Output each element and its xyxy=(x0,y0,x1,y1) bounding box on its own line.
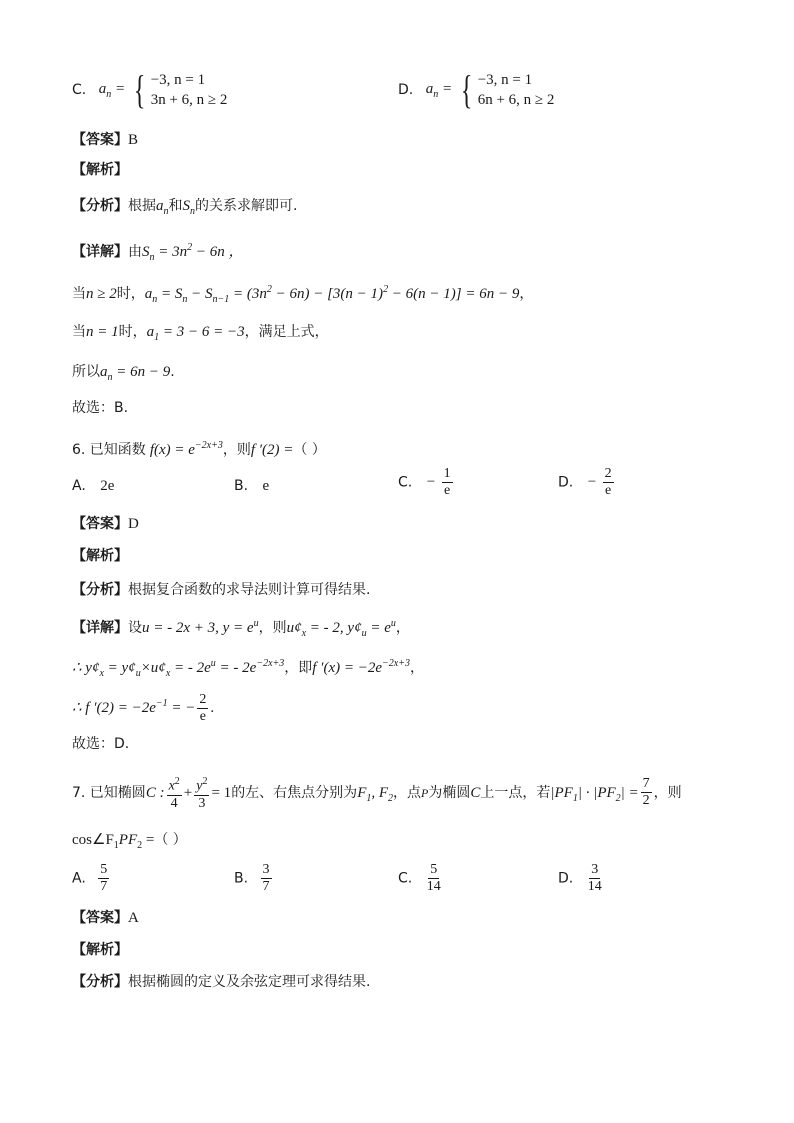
text: 设 xyxy=(128,620,142,636)
sub: n xyxy=(163,206,169,217)
q6-detail-3 xyxy=(72,686,214,726)
text: 时， xyxy=(118,324,147,340)
sub: n xyxy=(107,372,113,383)
q7-option-a[interactable] xyxy=(72,862,111,895)
math: n ≥ 2 xyxy=(86,286,117,302)
math: | · |PF xyxy=(577,784,616,801)
q7-analysis-tag: 【解析】 xyxy=(72,942,128,958)
sub: n−1 xyxy=(212,294,230,305)
sub: 2 xyxy=(137,840,143,851)
sub: x xyxy=(165,668,171,679)
text: （ ） xyxy=(293,442,326,458)
case-2: 3n + 6, n ≥ 2 xyxy=(150,92,228,108)
math: C : xyxy=(145,784,165,801)
text: 的关系求解即可. xyxy=(195,198,298,214)
sub: n xyxy=(433,88,439,100)
text: 上一点，若 xyxy=(480,784,551,801)
q5-detail-3 xyxy=(72,322,329,348)
math: |PF xyxy=(550,784,573,801)
math: f(x) = e xyxy=(149,442,195,458)
math: u = - 2x + 3, y = e xyxy=(142,620,254,636)
fraction xyxy=(197,692,208,725)
text: ，则 xyxy=(653,784,682,801)
sub: 2 xyxy=(388,792,394,804)
denominator: 2 xyxy=(642,793,650,809)
q7-option-c[interactable] xyxy=(398,862,445,895)
option-label: D. xyxy=(558,870,574,887)
q5-analysis-tag: 【解析】 xyxy=(72,162,128,178)
q6-stem xyxy=(72,436,326,460)
math: a xyxy=(100,364,108,380)
text: ， xyxy=(409,660,424,676)
math: = 6n − 9 xyxy=(112,364,171,380)
q5-detail-2 xyxy=(72,280,533,310)
sub: x xyxy=(99,668,104,679)
math: ∴ y¢ xyxy=(72,660,100,676)
q6-detail-2 xyxy=(72,654,424,684)
q6-choice: 故选：D. xyxy=(72,736,130,752)
numerator: y xyxy=(196,778,203,794)
text: 所以 xyxy=(72,364,100,380)
math: − 6n) − [3(n − 1) xyxy=(271,286,384,302)
math: ×u¢ xyxy=(140,660,166,676)
math: PF xyxy=(118,832,138,848)
sub: x xyxy=(301,628,307,639)
case-1: −3, n = 1 xyxy=(150,72,206,88)
text: 为椭圆 xyxy=(428,784,471,801)
option-label: C. xyxy=(72,82,87,98)
sign: − xyxy=(587,474,597,490)
answer-value: D xyxy=(128,516,139,532)
math: = S xyxy=(157,286,183,302)
q7-stem-2 xyxy=(72,830,187,856)
numerator: x xyxy=(168,778,175,794)
sup: −2x+3 xyxy=(194,440,223,451)
math: = - 2e xyxy=(215,660,257,676)
numerator: 5 xyxy=(430,862,438,877)
case-2: 6n + 6, n ≥ 2 xyxy=(477,92,555,108)
text: 当 xyxy=(72,324,86,340)
denominator: 7 xyxy=(100,879,108,894)
option-label: D. xyxy=(558,474,574,491)
option-label: A. xyxy=(72,870,86,887)
denominator: e xyxy=(444,483,451,498)
q6-fenxi xyxy=(72,580,370,600)
fraction xyxy=(425,862,443,895)
numerator: 3 xyxy=(262,862,270,877)
denominator: 4 xyxy=(170,795,178,811)
numerator: 2 xyxy=(199,691,207,707)
q7-answer xyxy=(72,908,139,928)
math: = e xyxy=(366,620,391,636)
text: ，即 xyxy=(284,660,313,676)
q5-option-d[interactable]: D. $a_n$ = { −3, n = 1 6n + 6, n ≥ 2 xyxy=(398,67,555,112)
denominator: 3 xyxy=(198,795,206,811)
option-label: B. xyxy=(234,870,249,887)
text: （ ） xyxy=(154,832,187,848)
sub: 1 xyxy=(113,840,119,851)
math: F xyxy=(357,784,367,801)
math: cos∠F xyxy=(72,832,114,848)
fraction xyxy=(98,862,109,895)
sup: 2 xyxy=(383,284,389,295)
sub: u xyxy=(135,668,141,679)
text: 根据椭圆的定义及余弦定理可求得结果. xyxy=(128,974,371,990)
sub: u xyxy=(361,628,367,639)
math: f ′(2) = xyxy=(250,442,294,458)
math: = xyxy=(142,832,155,848)
sup: 2 xyxy=(202,776,208,787)
q6-option-a[interactable] xyxy=(72,478,114,495)
numerator: 7 xyxy=(642,776,650,792)
option-value: 2e xyxy=(100,478,115,494)
sub: n xyxy=(106,88,112,100)
fenxi-tag: 【分析】 xyxy=(72,974,128,990)
fraction xyxy=(586,862,604,895)
sup: u xyxy=(253,618,259,629)
sup: u xyxy=(210,658,216,669)
math: = 3 − 6 = −3 xyxy=(159,324,245,340)
sup: 2 xyxy=(187,242,193,253)
denominator: e xyxy=(199,708,206,724)
text: ， xyxy=(519,286,534,302)
sub: 1 xyxy=(154,332,160,343)
fenxi-tag: 【分析】 xyxy=(72,198,128,214)
text: ，满足上式， xyxy=(244,324,329,340)
denominator: e xyxy=(605,483,612,498)
sub: n xyxy=(182,294,188,305)
sub: 2 xyxy=(615,792,621,804)
math: , F xyxy=(371,784,389,801)
q5-fenxi: 【分析】根据$a_n$和$S_n$的关系求解即可. xyxy=(72,198,298,217)
math: a xyxy=(146,324,155,340)
answer-tag: 【答案】 xyxy=(72,910,128,926)
option-label: C. xyxy=(398,474,413,491)
text: 由 xyxy=(128,244,142,260)
left-brace-icon: { xyxy=(133,67,145,112)
math: = - 2, y¢ xyxy=(306,620,362,636)
denominator: 14 xyxy=(426,879,441,894)
q6-analysis-tag: 【解析】 xyxy=(72,548,128,564)
q7-stem xyxy=(72,774,682,817)
option-label: B. xyxy=(234,478,249,494)
fraction xyxy=(641,776,652,809)
option-label: D. xyxy=(398,82,414,98)
answer-tag: 【答案】 xyxy=(72,132,128,148)
answer-tag: 【答案】 xyxy=(72,516,128,532)
math: a xyxy=(144,286,153,302)
sub: 1 xyxy=(366,792,372,804)
q7-option-b[interactable] xyxy=(234,862,274,895)
numerator: 5 xyxy=(100,862,108,877)
text: . xyxy=(210,700,215,716)
q5-detail-4 xyxy=(72,362,175,388)
lhs: a xyxy=(98,80,107,97)
fraction xyxy=(442,466,453,499)
fraction xyxy=(194,774,209,812)
q7-fenxi xyxy=(72,972,370,992)
fraction xyxy=(167,774,182,812)
math: f ′(x) = −2e xyxy=(312,660,383,676)
option-label: A. xyxy=(72,478,86,494)
q6-answer xyxy=(72,514,139,534)
math: C xyxy=(470,784,481,801)
q7-option-d[interactable] xyxy=(558,862,606,895)
math: = y¢ xyxy=(103,660,136,676)
sub: n xyxy=(190,206,195,217)
numerator: 1 xyxy=(443,466,451,481)
math: − 6n ， xyxy=(192,244,244,260)
detail-tag: 【详解】 xyxy=(72,244,128,260)
q6-option-b[interactable] xyxy=(234,478,269,495)
q5-answer xyxy=(72,130,138,150)
denominator: 14 xyxy=(587,879,602,894)
math: = − xyxy=(167,700,196,716)
q5-option-c[interactable]: C. $a_n$ = { −3, n = 1 3n + 6, n ≥ 2 xyxy=(72,67,228,112)
sup: −2x+3 xyxy=(382,658,410,669)
sign: − xyxy=(426,474,436,490)
text: 的左、右焦点分别为 xyxy=(231,784,358,801)
sup: 2 xyxy=(174,776,180,787)
math: u¢ xyxy=(286,620,302,636)
numerator: 2 xyxy=(604,466,612,481)
answer-value: A xyxy=(128,910,139,926)
fraction xyxy=(603,466,614,499)
math: = 3n xyxy=(154,244,188,260)
fraction xyxy=(261,862,272,895)
text: . xyxy=(170,364,175,380)
sub: n xyxy=(152,294,158,305)
q5-choice: 故选：B. xyxy=(72,400,129,416)
math: ∴ f ′(2) = −2e xyxy=(72,700,156,716)
q6-option-c[interactable] xyxy=(398,466,455,499)
sup: u xyxy=(390,618,396,629)
math: | = xyxy=(620,784,639,801)
lhs: a xyxy=(425,80,434,97)
sup: −2x+3 xyxy=(256,658,285,669)
text: ， xyxy=(395,620,410,636)
math: P xyxy=(421,785,429,800)
text: ，点 xyxy=(393,784,422,801)
text: 根据复合函数的求导法则计算可得结果. xyxy=(128,582,371,598)
fenxi-tag: 【分析】 xyxy=(72,582,128,598)
math: = 1 xyxy=(211,784,232,801)
q5-detail-1 xyxy=(72,238,244,268)
sub: n xyxy=(149,252,155,263)
text: 6. 已知函数 xyxy=(72,442,146,458)
option-label: C. xyxy=(398,870,413,887)
sup: 2 xyxy=(266,284,272,295)
sup: −1 xyxy=(155,698,168,709)
left-brace-icon: { xyxy=(460,67,472,112)
option-value: e xyxy=(262,478,270,494)
q6-detail-1 xyxy=(72,614,410,644)
text: ，则 xyxy=(258,620,287,636)
detail-tag: 【详解】 xyxy=(72,620,128,636)
math: n = 1 xyxy=(86,324,119,340)
text: ，则 xyxy=(222,442,251,458)
text: 当 xyxy=(72,286,86,302)
text: 时， xyxy=(116,286,145,302)
sub: 1 xyxy=(572,792,578,804)
math: − 6(n − 1)] = 6n − 9 xyxy=(388,286,520,302)
math: + xyxy=(183,784,193,801)
text: 7. 已知椭圆 xyxy=(72,784,146,801)
denominator: 7 xyxy=(262,879,270,894)
answer-value: B xyxy=(128,132,139,148)
q6-option-d[interactable] xyxy=(558,466,616,499)
text: 根据 xyxy=(128,198,156,214)
math: S xyxy=(142,244,150,260)
case-1: −3, n = 1 xyxy=(477,72,533,88)
math: = (3n xyxy=(229,286,267,302)
text: 和 xyxy=(168,198,183,214)
numerator: 3 xyxy=(591,862,599,877)
math: − S xyxy=(187,286,213,302)
math: = - 2e xyxy=(170,660,211,676)
